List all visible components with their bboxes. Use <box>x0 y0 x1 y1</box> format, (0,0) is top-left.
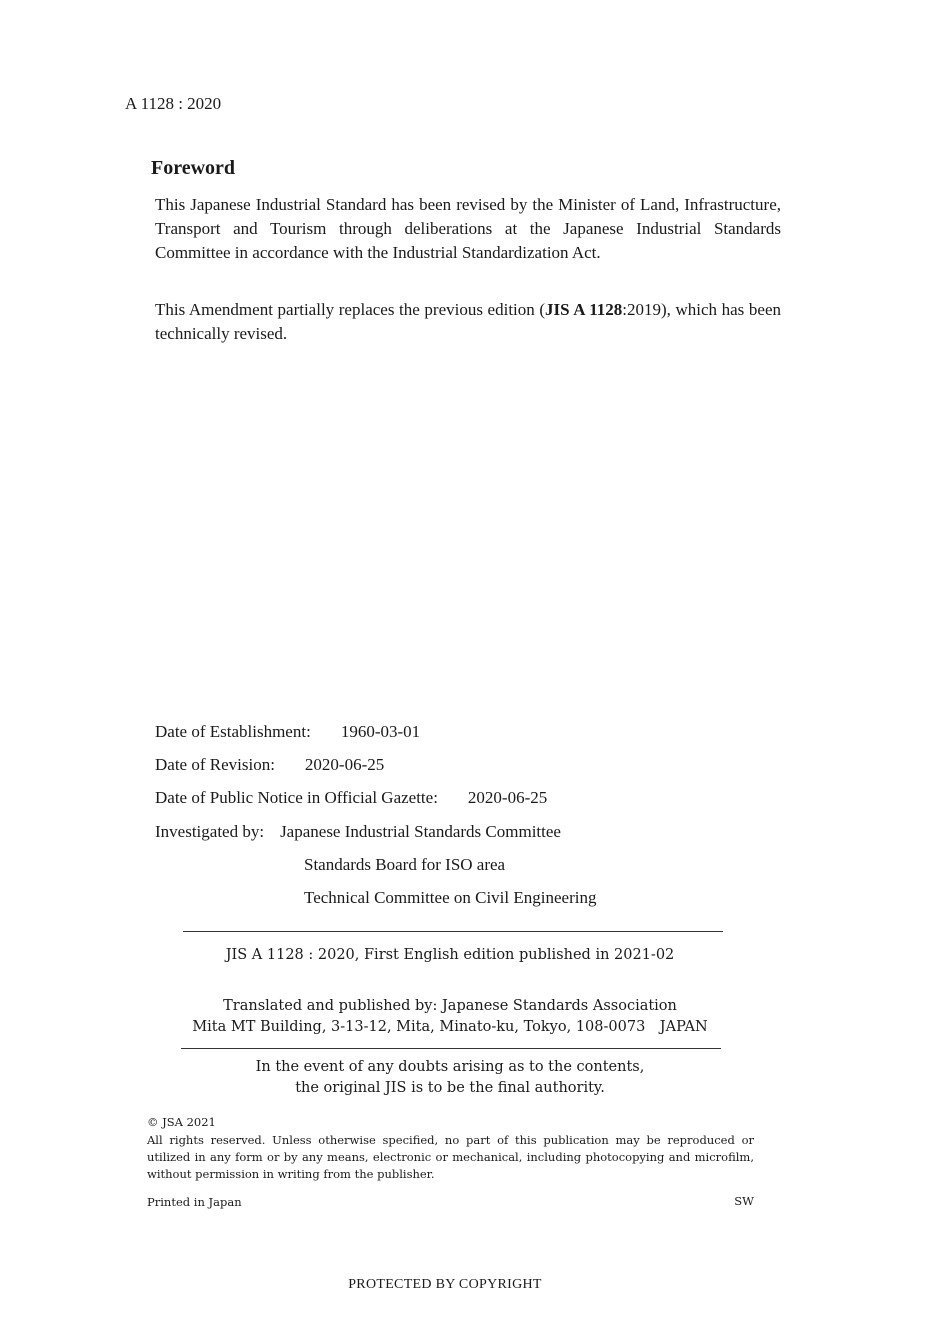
foreword-paragraph-1: This Japanese Industrial Standard has been revised by the Minister of Land, Infrastructure, Transport and Tourism through deliberations at the Japanese Industrial Standards Committee in accordance with the Industrial Standardization Act. <box>155 195 781 262</box>
public-notice-label: Date of Public Notice in Official Gazette: <box>155 788 438 807</box>
previous-edition-reference: JIS A 1128 <box>545 300 623 319</box>
establishment-value: 1960-03-01 <box>340 722 421 741</box>
investigated-by-row <box>155 822 561 842</box>
paragraph-2-suffix: :2019), which has been technically revised. <box>155 300 781 343</box>
copyright-notice: © JSA 2021 <box>147 1115 216 1129</box>
divider-top <box>183 931 723 932</box>
divider-bottom <box>181 1048 721 1049</box>
investigated-by-committee: Japanese Industrial Standards Committee <box>280 822 561 841</box>
public-notice-value: 2020-06-25 <box>467 788 548 807</box>
printer-code: SW <box>734 1194 754 1208</box>
document-code: A 1128 : 2020 <box>125 94 222 113</box>
authority-note-line-1: In the event of any doubts arising as to the contents, <box>255 1059 645 1075</box>
investigated-by-technical-committee: Technical Committee on Civil Engineering <box>304 888 597 907</box>
foreword-heading: Foreword <box>151 157 236 179</box>
authority-note-line-2: the original JIS is to be the final authority. <box>295 1080 605 1096</box>
copyright-protection-footer: PROTECTED BY COPYRIGHT <box>348 1277 542 1292</box>
publisher-address: Mita MT Building, 3-13-12, Mita, Minato-ku, Tokyo, 108-0073 JAPAN <box>192 1019 708 1035</box>
foreword-paragraph-2 <box>155 298 781 346</box>
printed-in-japan: Printed in Japan <box>147 1195 242 1209</box>
revision-value: 2020-06-25 <box>304 755 385 774</box>
establishment-label: Date of Establishment: <box>155 722 311 741</box>
paragraph-2-prefix: This Amendment partially replaces the previous edition ( <box>155 300 546 319</box>
investigated-by-board: Standards Board for ISO area <box>304 855 506 874</box>
public-notice-date-row <box>155 788 547 808</box>
edition-line: JIS A 1128 : 2020, First English edition published in 2021-02 <box>225 947 675 963</box>
rights-statement: All rights reserved. Unless otherwise specified, no part of this publication may be reproduced or utilized in any form or by any means, electronic or mechanical, including photocopying and microfilm, without permission in writing from the publisher. <box>147 1133 754 1181</box>
investigated-by-label: Investigated by: <box>155 822 265 841</box>
revision-label: Date of Revision: <box>155 755 275 774</box>
establishment-date-row <box>155 722 420 742</box>
publisher-line: Translated and published by: Japanese Standards Association <box>223 998 677 1014</box>
revision-date-row <box>155 755 384 775</box>
